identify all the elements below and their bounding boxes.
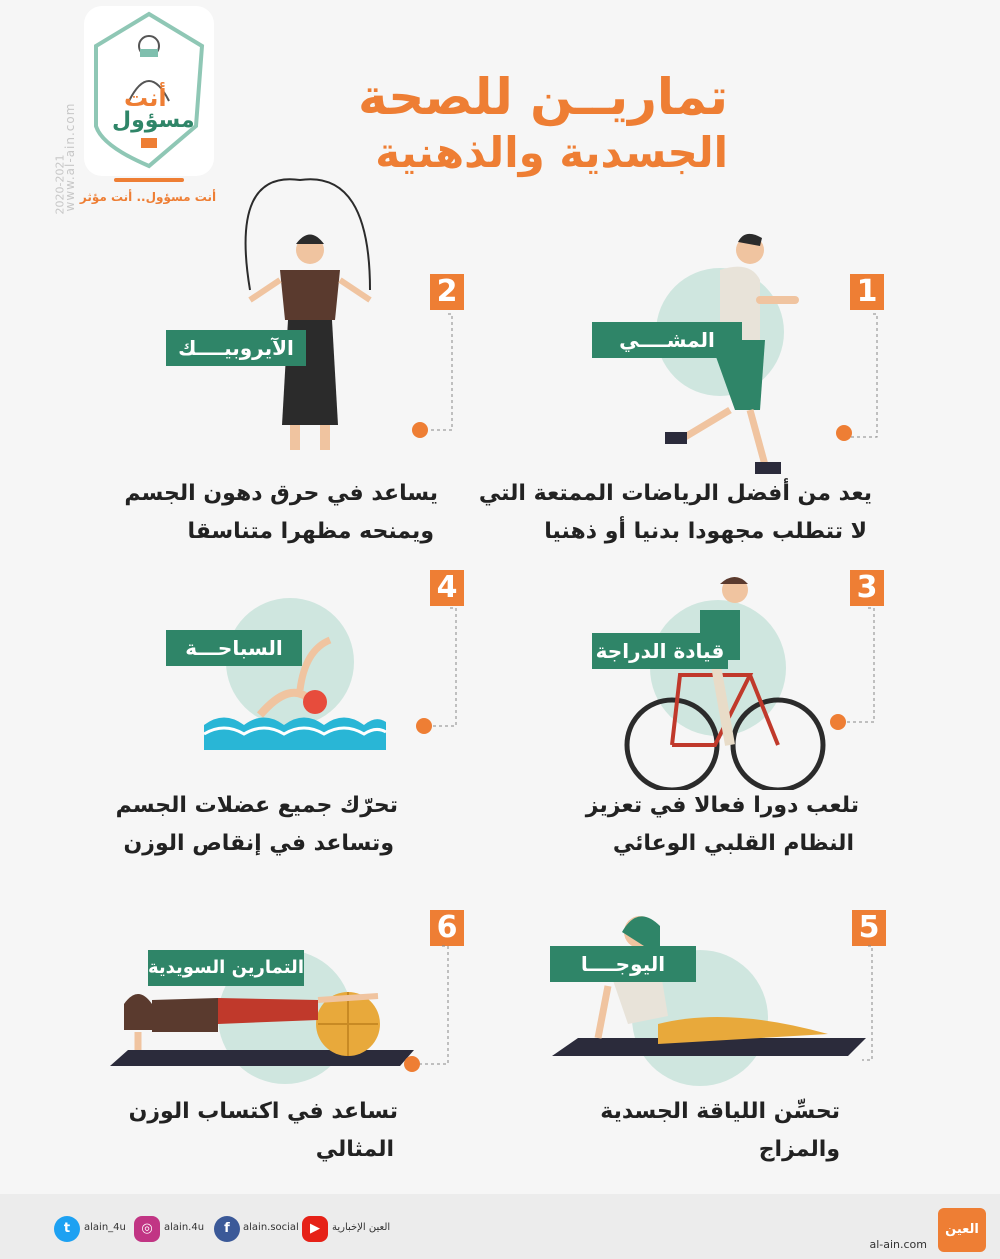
bullet-dot-4 xyxy=(416,718,432,734)
cycling-illustration xyxy=(620,570,830,790)
swedish-illustration xyxy=(108,980,414,1072)
label-swedish: التمارين السويدية xyxy=(148,950,304,986)
desc-cycling-1: تلعب دورا فعالا في تعزيز xyxy=(585,793,859,818)
number-badge-4: 4 xyxy=(430,570,464,606)
desc-cycling-2: النظام القلبي الوعائي xyxy=(612,831,854,856)
bullet-dot-6 xyxy=(404,1056,420,1072)
aerobics-illustration xyxy=(220,170,400,460)
label-cycling: قيادة الدراجة xyxy=(592,633,728,669)
number-badge-3: 3 xyxy=(850,570,884,606)
desc-swedish-1: تساعد في اكتساب الوزن xyxy=(128,1099,398,1124)
number-badge-5: 5 xyxy=(852,910,886,946)
instagram-icon[interactable]: ◎ xyxy=(134,1216,160,1242)
number-badge-6: 6 xyxy=(430,910,464,946)
number-badge-1: 1 xyxy=(850,274,884,310)
connector-4 xyxy=(414,606,464,732)
desc-yoga-2: والمزاج xyxy=(758,1137,840,1162)
facebook-icon[interactable]: f xyxy=(214,1216,240,1242)
site-url[interactable]: al-ain.com xyxy=(869,1238,927,1251)
desc-aerobics-1: يساعد في حرق دهون الجسم xyxy=(124,481,438,506)
bullet-dot-3 xyxy=(830,714,846,730)
label-swimming: السباحـــة xyxy=(166,630,302,666)
badge-underline xyxy=(114,178,184,182)
instagram-handle[interactable]: alain.4u xyxy=(164,1222,205,1233)
side-year: 2020-2021 xyxy=(53,154,67,215)
desc-aerobics-2: ويمنحه مظهرا متناسقا xyxy=(187,519,434,544)
badge-word-2: مسؤول xyxy=(112,108,195,133)
desc-walking-2: لا تتطلب مجهودا بدنيا أو ذهنيا xyxy=(544,519,867,544)
page-title: تماريــن للصحة xyxy=(357,68,728,126)
brand-logo: العين xyxy=(938,1208,986,1252)
page-subtitle: الجسدية والذهنية xyxy=(375,128,728,177)
youtube-icon[interactable]: ▶ xyxy=(302,1216,328,1242)
badge-word-1: أنت xyxy=(124,84,167,112)
side-url: www.al-ain.com xyxy=(63,102,77,212)
connector-1 xyxy=(835,312,885,442)
bullet-dot-2 xyxy=(412,422,428,438)
desc-walking-1: يعد من أفضل الرياضات الممتعة التي xyxy=(478,481,872,506)
connector-5 xyxy=(850,944,880,1066)
desc-swedish-2: المثالي xyxy=(315,1137,394,1162)
label-walking: المشــــي xyxy=(592,322,742,358)
desc-swimming-2: وتساعد في إنقاص الوزن xyxy=(123,831,394,856)
twitter-icon[interactable]: t xyxy=(54,1216,80,1242)
label-aerobics: الآيروبيــــك xyxy=(166,330,306,366)
yoga-illustration xyxy=(548,906,870,1066)
label-yoga: اليوجــــا xyxy=(550,946,696,982)
desc-swimming-1: تحرّك جميع عضلات الجسم xyxy=(115,793,398,818)
number-badge-2: 2 xyxy=(430,274,464,310)
slogan: أنت مسؤول.. أنت مؤثر xyxy=(79,190,217,204)
campaign-badge xyxy=(84,6,214,176)
twitter-handle[interactable]: alain_4u xyxy=(84,1222,126,1233)
connector-6 xyxy=(398,944,458,1074)
bullet-dot-1 xyxy=(836,425,852,441)
desc-yoga-1: تحسِّن اللياقة الجسدية xyxy=(600,1099,840,1124)
facebook-handle[interactable]: alain.social xyxy=(243,1222,299,1233)
youtube-handle[interactable]: العين الإخبارية xyxy=(332,1222,391,1233)
